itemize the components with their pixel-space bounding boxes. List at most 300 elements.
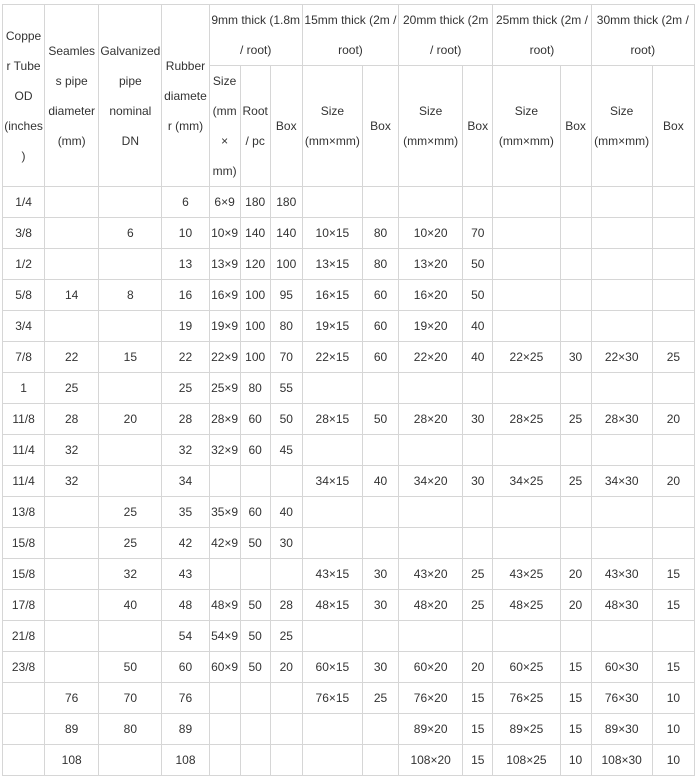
cell-30mm-size: 48×30 bbox=[591, 590, 652, 621]
cell-9mm-box: 20 bbox=[270, 652, 302, 683]
cell-25mm-box: 30 bbox=[560, 342, 591, 373]
cell-25mm-box bbox=[560, 218, 591, 249]
cell-9mm-box: 45 bbox=[270, 435, 302, 466]
table-body bbox=[3, 187, 695, 776]
cell-rubber-diameter: 89 bbox=[162, 714, 209, 745]
cell-25mm-box: 20 bbox=[560, 590, 591, 621]
cell-galvanized-dn: 80 bbox=[99, 714, 162, 745]
cell-galvanized-dn bbox=[99, 249, 162, 280]
table-row bbox=[3, 342, 695, 373]
cell-galvanized-dn: 50 bbox=[99, 652, 162, 683]
cell-seamless-diameter bbox=[45, 652, 99, 683]
cell-25mm-box bbox=[560, 311, 591, 342]
cell-9mm-size: 60×9 bbox=[209, 652, 240, 683]
cell-30mm-box: 10 bbox=[652, 745, 694, 776]
cell-copper-od: 17/8 bbox=[3, 590, 45, 621]
cell-9mm-box: 25 bbox=[270, 621, 302, 652]
cell-15mm-box: 60 bbox=[362, 311, 398, 342]
cell-galvanized-dn bbox=[99, 311, 162, 342]
table-row bbox=[3, 590, 695, 621]
cell-seamless-diameter bbox=[45, 187, 99, 218]
header-25mm-box: Box bbox=[560, 66, 591, 187]
table-row bbox=[3, 466, 695, 497]
cell-20mm-box bbox=[463, 187, 493, 218]
cell-seamless-diameter bbox=[45, 559, 99, 590]
cell-15mm-size bbox=[302, 373, 362, 404]
cell-25mm-size: 48×25 bbox=[493, 590, 560, 621]
cell-rubber-diameter: 22 bbox=[162, 342, 209, 373]
cell-15mm-box: 80 bbox=[362, 218, 398, 249]
cell-20mm-box: 25 bbox=[463, 559, 493, 590]
cell-25mm-box: 25 bbox=[560, 404, 591, 435]
cell-15mm-size: 60×15 bbox=[302, 652, 362, 683]
cell-copper-od: 1/4 bbox=[3, 187, 45, 218]
cell-25mm-box: 25 bbox=[560, 466, 591, 497]
cell-9mm-size bbox=[209, 745, 240, 776]
header-galvanized-pipe-dn: Galvanized pipe nominal DN bbox=[99, 5, 162, 187]
cell-15mm-size bbox=[302, 435, 362, 466]
cell-20mm-box: 20 bbox=[463, 652, 493, 683]
cell-15mm-size bbox=[302, 621, 362, 652]
cell-15mm-box: 80 bbox=[362, 249, 398, 280]
cell-30mm-size: 60×30 bbox=[591, 652, 652, 683]
table-row bbox=[3, 280, 695, 311]
header-20mm-box: Box bbox=[463, 66, 493, 187]
header-rubber-diameter: Rubber diameter (mm) bbox=[162, 5, 209, 187]
cell-seamless-diameter bbox=[45, 497, 99, 528]
cell-20mm-size: 60×20 bbox=[399, 652, 463, 683]
cell-20mm-box: 30 bbox=[463, 404, 493, 435]
cell-25mm-size: 89×25 bbox=[493, 714, 560, 745]
cell-25mm-size bbox=[493, 435, 560, 466]
table-row bbox=[3, 652, 695, 683]
cell-25mm-box bbox=[560, 528, 591, 559]
cell-20mm-box: 30 bbox=[463, 466, 493, 497]
cell-seamless-diameter: 32 bbox=[45, 466, 99, 497]
cell-9mm-size: 25×9 bbox=[209, 373, 240, 404]
cell-seamless-diameter: 89 bbox=[45, 714, 99, 745]
cell-9mm-root: 80 bbox=[240, 373, 270, 404]
cell-30mm-box bbox=[652, 435, 694, 466]
cell-20mm-box bbox=[463, 497, 493, 528]
cell-galvanized-dn bbox=[99, 745, 162, 776]
cell-seamless-diameter: 108 bbox=[45, 745, 99, 776]
header-copper-tube-od: Copper Tube OD (inches) bbox=[3, 5, 45, 187]
cell-9mm-size bbox=[209, 714, 240, 745]
cell-15mm-box bbox=[362, 497, 398, 528]
cell-9mm-root: 120 bbox=[240, 249, 270, 280]
cell-20mm-size: 34×20 bbox=[399, 466, 463, 497]
cell-9mm-box: 30 bbox=[270, 528, 302, 559]
cell-15mm-box: 40 bbox=[362, 466, 398, 497]
cell-15mm-box bbox=[362, 187, 398, 218]
cell-copper-od bbox=[3, 714, 45, 745]
cell-30mm-size: 28×30 bbox=[591, 404, 652, 435]
cell-rubber-diameter: 6 bbox=[162, 187, 209, 218]
cell-9mm-size bbox=[209, 559, 240, 590]
cell-9mm-root: 60 bbox=[240, 435, 270, 466]
cell-20mm-box: 40 bbox=[463, 342, 493, 373]
cell-seamless-diameter bbox=[45, 590, 99, 621]
cell-30mm-box bbox=[652, 280, 694, 311]
cell-20mm-box: 40 bbox=[463, 311, 493, 342]
cell-seamless-diameter bbox=[45, 218, 99, 249]
cell-20mm-size: 48×20 bbox=[399, 590, 463, 621]
cell-20mm-size bbox=[399, 528, 463, 559]
cell-20mm-size: 13×20 bbox=[399, 249, 463, 280]
table-row bbox=[3, 683, 695, 714]
cell-20mm-size: 108×20 bbox=[399, 745, 463, 776]
cell-copper-od: 21/8 bbox=[3, 621, 45, 652]
cell-25mm-size: 76×25 bbox=[493, 683, 560, 714]
cell-15mm-size bbox=[302, 187, 362, 218]
cell-25mm-size bbox=[493, 218, 560, 249]
cell-20mm-size: 16×20 bbox=[399, 280, 463, 311]
cell-9mm-box: 100 bbox=[270, 249, 302, 280]
cell-15mm-size: 19×15 bbox=[302, 311, 362, 342]
cell-copper-od: 7/8 bbox=[3, 342, 45, 373]
cell-rubber-diameter: 28 bbox=[162, 404, 209, 435]
cell-9mm-box bbox=[270, 745, 302, 776]
cell-20mm-size: 19×20 bbox=[399, 311, 463, 342]
cell-20mm-size: 22×20 bbox=[399, 342, 463, 373]
cell-30mm-box bbox=[652, 218, 694, 249]
cell-rubber-diameter: 25 bbox=[162, 373, 209, 404]
cell-9mm-box: 55 bbox=[270, 373, 302, 404]
cell-30mm-box bbox=[652, 187, 694, 218]
cell-30mm-box bbox=[652, 311, 694, 342]
cell-30mm-box: 20 bbox=[652, 404, 694, 435]
cell-20mm-size: 10×20 bbox=[399, 218, 463, 249]
cell-20mm-size bbox=[399, 621, 463, 652]
cell-25mm-size bbox=[493, 249, 560, 280]
cell-rubber-diameter: 43 bbox=[162, 559, 209, 590]
cell-30mm-size: 76×30 bbox=[591, 683, 652, 714]
cell-rubber-diameter: 42 bbox=[162, 528, 209, 559]
cell-15mm-size bbox=[302, 528, 362, 559]
cell-9mm-box bbox=[270, 559, 302, 590]
cell-rubber-diameter: 34 bbox=[162, 466, 209, 497]
cell-15mm-size: 13×15 bbox=[302, 249, 362, 280]
cell-9mm-root bbox=[240, 745, 270, 776]
cell-rubber-diameter: 76 bbox=[162, 683, 209, 714]
cell-seamless-diameter: 14 bbox=[45, 280, 99, 311]
cell-9mm-root bbox=[240, 683, 270, 714]
cell-20mm-size bbox=[399, 497, 463, 528]
cell-30mm-size bbox=[591, 187, 652, 218]
cell-20mm-box: 15 bbox=[463, 745, 493, 776]
cell-rubber-diameter: 48 bbox=[162, 590, 209, 621]
table-row bbox=[3, 528, 695, 559]
header-9mm-box: Box bbox=[270, 66, 302, 187]
cell-15mm-box bbox=[362, 745, 398, 776]
cell-9mm-root: 50 bbox=[240, 621, 270, 652]
cell-seamless-diameter bbox=[45, 621, 99, 652]
cell-9mm-root bbox=[240, 714, 270, 745]
cell-20mm-box: 15 bbox=[463, 683, 493, 714]
cell-20mm-size: 76×20 bbox=[399, 683, 463, 714]
cell-seamless-diameter bbox=[45, 311, 99, 342]
cell-9mm-size bbox=[209, 466, 240, 497]
header-9mm-size: Size (mm × mm) bbox=[209, 66, 240, 187]
cell-9mm-root: 50 bbox=[240, 652, 270, 683]
cell-9mm-root: 140 bbox=[240, 218, 270, 249]
cell-20mm-box bbox=[463, 373, 493, 404]
table-row bbox=[3, 187, 695, 218]
cell-rubber-diameter: 108 bbox=[162, 745, 209, 776]
cell-rubber-diameter: 19 bbox=[162, 311, 209, 342]
cell-9mm-box bbox=[270, 714, 302, 745]
cell-15mm-size bbox=[302, 497, 362, 528]
table-row bbox=[3, 714, 695, 745]
cell-15mm-size: 10×15 bbox=[302, 218, 362, 249]
cell-15mm-box: 30 bbox=[362, 652, 398, 683]
cell-30mm-box: 25 bbox=[652, 342, 694, 373]
cell-copper-od: 1/2 bbox=[3, 249, 45, 280]
cell-30mm-size bbox=[591, 497, 652, 528]
cell-20mm-size: 89×20 bbox=[399, 714, 463, 745]
cell-15mm-size bbox=[302, 745, 362, 776]
cell-30mm-size bbox=[591, 311, 652, 342]
cell-25mm-size: 28×25 bbox=[493, 404, 560, 435]
table-header bbox=[3, 5, 695, 187]
cell-rubber-diameter: 35 bbox=[162, 497, 209, 528]
header-15mm-size: Size (mm×mm) bbox=[302, 66, 362, 187]
cell-9mm-size: 35×9 bbox=[209, 497, 240, 528]
cell-20mm-box bbox=[463, 621, 493, 652]
cell-25mm-box bbox=[560, 373, 591, 404]
cell-9mm-size: 28×9 bbox=[209, 404, 240, 435]
cell-15mm-size bbox=[302, 714, 362, 745]
cell-rubber-diameter: 16 bbox=[162, 280, 209, 311]
cell-20mm-size: 28×20 bbox=[399, 404, 463, 435]
pipe-insulation-spec-table bbox=[2, 4, 695, 776]
cell-25mm-size bbox=[493, 621, 560, 652]
cell-9mm-box bbox=[270, 466, 302, 497]
cell-9mm-root bbox=[240, 466, 270, 497]
cell-9mm-root: 60 bbox=[240, 497, 270, 528]
cell-copper-od: 15/8 bbox=[3, 559, 45, 590]
cell-20mm-box bbox=[463, 528, 493, 559]
cell-15mm-box bbox=[362, 435, 398, 466]
cell-15mm-box: 60 bbox=[362, 342, 398, 373]
table-row bbox=[3, 435, 695, 466]
cell-20mm-box: 50 bbox=[463, 249, 493, 280]
cell-15mm-box: 25 bbox=[362, 683, 398, 714]
cell-9mm-box: 95 bbox=[270, 280, 302, 311]
cell-25mm-box bbox=[560, 249, 591, 280]
cell-30mm-box: 20 bbox=[652, 466, 694, 497]
cell-25mm-box: 15 bbox=[560, 652, 591, 683]
cell-25mm-size bbox=[493, 187, 560, 218]
cell-25mm-box bbox=[560, 435, 591, 466]
cell-9mm-size: 13×9 bbox=[209, 249, 240, 280]
cell-galvanized-dn bbox=[99, 621, 162, 652]
cell-9mm-box: 28 bbox=[270, 590, 302, 621]
cell-30mm-size bbox=[591, 621, 652, 652]
cell-25mm-box: 20 bbox=[560, 559, 591, 590]
cell-25mm-size bbox=[493, 373, 560, 404]
cell-galvanized-dn: 15 bbox=[99, 342, 162, 373]
cell-seamless-diameter: 22 bbox=[45, 342, 99, 373]
cell-copper-od: 3/4 bbox=[3, 311, 45, 342]
cell-30mm-size bbox=[591, 435, 652, 466]
cell-copper-od: 11/4 bbox=[3, 435, 45, 466]
cell-15mm-size: 16×15 bbox=[302, 280, 362, 311]
cell-9mm-root: 50 bbox=[240, 528, 270, 559]
header-group-30mm: 30mm thick (2m / root) bbox=[591, 5, 694, 66]
cell-30mm-box bbox=[652, 528, 694, 559]
cell-15mm-size: 22×15 bbox=[302, 342, 362, 373]
table-row bbox=[3, 621, 695, 652]
header-group-15mm: 15mm thick (2m / root) bbox=[302, 5, 398, 66]
cell-copper-od bbox=[3, 683, 45, 714]
cell-25mm-box: 15 bbox=[560, 714, 591, 745]
cell-galvanized-dn: 25 bbox=[99, 528, 162, 559]
cell-9mm-size: 32×9 bbox=[209, 435, 240, 466]
cell-20mm-box: 15 bbox=[463, 714, 493, 745]
cell-20mm-box: 25 bbox=[463, 590, 493, 621]
cell-seamless-diameter bbox=[45, 528, 99, 559]
header-group-9mm: 9mm thick (1.8m / root) bbox=[209, 5, 302, 66]
cell-galvanized-dn bbox=[99, 435, 162, 466]
cell-galvanized-dn: 40 bbox=[99, 590, 162, 621]
table-row bbox=[3, 497, 695, 528]
table-row bbox=[3, 404, 695, 435]
cell-9mm-size: 10×9 bbox=[209, 218, 240, 249]
cell-30mm-size bbox=[591, 218, 652, 249]
cell-rubber-diameter: 13 bbox=[162, 249, 209, 280]
cell-rubber-diameter: 54 bbox=[162, 621, 209, 652]
cell-9mm-box: 50 bbox=[270, 404, 302, 435]
cell-15mm-box bbox=[362, 528, 398, 559]
cell-20mm-size: 43×20 bbox=[399, 559, 463, 590]
cell-copper-od: 23/8 bbox=[3, 652, 45, 683]
cell-galvanized-dn: 25 bbox=[99, 497, 162, 528]
cell-25mm-size: 108×25 bbox=[493, 745, 560, 776]
cell-9mm-size bbox=[209, 683, 240, 714]
cell-30mm-size bbox=[591, 280, 652, 311]
cell-25mm-box bbox=[560, 187, 591, 218]
cell-25mm-box: 15 bbox=[560, 683, 591, 714]
table-row bbox=[3, 745, 695, 776]
cell-rubber-diameter: 10 bbox=[162, 218, 209, 249]
cell-9mm-size: 6×9 bbox=[209, 187, 240, 218]
table-row bbox=[3, 218, 695, 249]
header-20mm-size: Size (mm×mm) bbox=[399, 66, 463, 187]
cell-30mm-box bbox=[652, 497, 694, 528]
header-group-20mm: 20mm thick (2m / root) bbox=[399, 5, 493, 66]
cell-30mm-size bbox=[591, 528, 652, 559]
cell-30mm-size bbox=[591, 373, 652, 404]
cell-20mm-box: 50 bbox=[463, 280, 493, 311]
cell-30mm-size: 34×30 bbox=[591, 466, 652, 497]
cell-9mm-size: 48×9 bbox=[209, 590, 240, 621]
cell-9mm-box: 180 bbox=[270, 187, 302, 218]
header-9mm-root: Root / pc bbox=[240, 66, 270, 187]
cell-9mm-size: 54×9 bbox=[209, 621, 240, 652]
cell-25mm-box: 10 bbox=[560, 745, 591, 776]
cell-9mm-size: 22×9 bbox=[209, 342, 240, 373]
cell-20mm-box: 70 bbox=[463, 218, 493, 249]
cell-9mm-root: 50 bbox=[240, 590, 270, 621]
cell-30mm-box bbox=[652, 373, 694, 404]
cell-galvanized-dn: 70 bbox=[99, 683, 162, 714]
cell-30mm-size bbox=[591, 249, 652, 280]
header-group-25mm: 25mm thick (2m / root) bbox=[493, 5, 591, 66]
cell-seamless-diameter: 28 bbox=[45, 404, 99, 435]
cell-30mm-box: 15 bbox=[652, 590, 694, 621]
cell-galvanized-dn bbox=[99, 187, 162, 218]
cell-copper-od: 1 bbox=[3, 373, 45, 404]
cell-9mm-root: 100 bbox=[240, 342, 270, 373]
cell-15mm-size: 43×15 bbox=[302, 559, 362, 590]
cell-9mm-size: 16×9 bbox=[209, 280, 240, 311]
cell-galvanized-dn: 6 bbox=[99, 218, 162, 249]
cell-copper-od bbox=[3, 745, 45, 776]
cell-15mm-box: 30 bbox=[362, 590, 398, 621]
cell-copper-od: 3/8 bbox=[3, 218, 45, 249]
cell-copper-od: 11/4 bbox=[3, 466, 45, 497]
cell-30mm-box: 10 bbox=[652, 683, 694, 714]
cell-15mm-box: 30 bbox=[362, 559, 398, 590]
cell-9mm-root: 180 bbox=[240, 187, 270, 218]
cell-copper-od: 15/8 bbox=[3, 528, 45, 559]
cell-15mm-box: 60 bbox=[362, 280, 398, 311]
cell-25mm-size bbox=[493, 311, 560, 342]
cell-15mm-box bbox=[362, 373, 398, 404]
cell-seamless-diameter: 25 bbox=[45, 373, 99, 404]
cell-30mm-size: 89×30 bbox=[591, 714, 652, 745]
cell-seamless-diameter bbox=[45, 249, 99, 280]
cell-seamless-diameter: 32 bbox=[45, 435, 99, 466]
cell-9mm-root: 100 bbox=[240, 280, 270, 311]
cell-25mm-size bbox=[493, 528, 560, 559]
table-row bbox=[3, 559, 695, 590]
cell-galvanized-dn: 20 bbox=[99, 404, 162, 435]
table-row bbox=[3, 373, 695, 404]
cell-rubber-diameter: 60 bbox=[162, 652, 209, 683]
header-15mm-box: Box bbox=[362, 66, 398, 187]
cell-15mm-size: 76×15 bbox=[302, 683, 362, 714]
cell-30mm-box: 10 bbox=[652, 714, 694, 745]
cell-30mm-box bbox=[652, 249, 694, 280]
cell-25mm-size bbox=[493, 497, 560, 528]
cell-25mm-size: 22×25 bbox=[493, 342, 560, 373]
cell-galvanized-dn: 32 bbox=[99, 559, 162, 590]
cell-9mm-root: 60 bbox=[240, 404, 270, 435]
cell-25mm-size: 34×25 bbox=[493, 466, 560, 497]
cell-30mm-box: 15 bbox=[652, 652, 694, 683]
cell-30mm-box bbox=[652, 621, 694, 652]
cell-rubber-diameter: 32 bbox=[162, 435, 209, 466]
header-25mm-size: Size (mm×mm) bbox=[493, 66, 560, 187]
cell-20mm-box bbox=[463, 435, 493, 466]
cell-25mm-box bbox=[560, 621, 591, 652]
cell-25mm-size: 43×25 bbox=[493, 559, 560, 590]
cell-25mm-box bbox=[560, 280, 591, 311]
cell-9mm-box bbox=[270, 683, 302, 714]
cell-25mm-size: 60×25 bbox=[493, 652, 560, 683]
header-30mm-size: Size (mm×mm) bbox=[591, 66, 652, 187]
cell-30mm-box: 15 bbox=[652, 559, 694, 590]
cell-galvanized-dn bbox=[99, 466, 162, 497]
cell-15mm-box bbox=[362, 714, 398, 745]
cell-25mm-box bbox=[560, 497, 591, 528]
cell-galvanized-dn bbox=[99, 373, 162, 404]
cell-15mm-box bbox=[362, 621, 398, 652]
cell-9mm-root: 100 bbox=[240, 311, 270, 342]
